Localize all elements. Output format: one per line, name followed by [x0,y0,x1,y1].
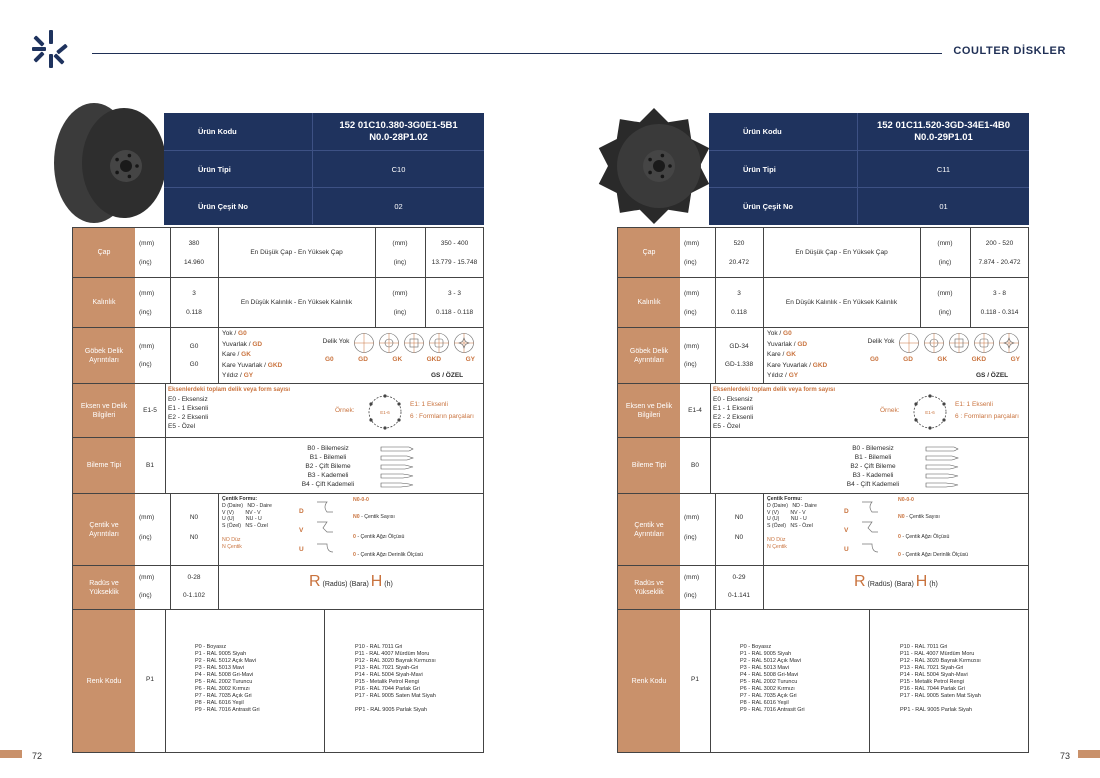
color-item: PP1 - RAL 9005 Parlak Siyah [900,707,972,713]
svg-text:E1-6: E1-6 [380,410,390,415]
hub-shape-icons [353,332,479,354]
hub-type-item: Kare Yuvarlak / GKD [767,361,828,369]
radius-height-legend: R (Radüs) (Bara) H (h) [309,573,393,590]
notch-count-note: N0 - Çentik Sayısı [353,514,395,520]
sharpening-item: B2 - Çift Bileme [305,463,351,470]
axis-item: E2 - 2 Eksenli [168,414,209,421]
thickness-mm: 3 [192,290,196,297]
axis-value: E1-5 [143,407,157,414]
thickness-range-inch: 0.118 - 0.314 [980,309,1019,316]
variant-number: 01 [857,188,1029,224]
color-item: P1 - RAL 9005 Siyah [195,651,247,657]
code-label: Ürün Kodu [743,127,782,136]
color-item: P11 - RAL 4007 Mürdüm Moru [355,651,430,657]
notch-form-item: D (Daire) ND - Daire [767,503,817,509]
row-label: Bileme Tipi [618,438,680,493]
no-hole-label: Delik Yok [867,338,895,345]
svg-text:E1-6: E1-6 [925,410,935,415]
notch-mm: N0 [189,514,199,521]
color-list-right [900,644,981,714]
axis-item: E5 - Özel [713,423,741,430]
notch-letter-column [299,502,304,559]
row-label: Çap [73,228,135,277]
color-list-left [195,644,260,714]
color-item: P13 - RAL 7021 Siyah-Gri [900,665,964,671]
color-value: P1 [146,676,154,683]
disc-image [589,98,729,228]
row-color [618,610,1028,752]
notch-label: N Çentik [222,544,242,550]
notch-mm: N0 [734,514,744,521]
axis-item: E1 - 1 Eksenli [713,405,754,412]
sharpening-item: B2 - Çift Bileme [850,463,896,470]
color-item: P5 - RAL 2002 Turuncu [740,679,798,685]
hub-type-list [767,329,827,382]
hub-code: GKD [971,356,987,363]
row-radius: Radüs ve Yükseklik (mm) (inç) 0-28 0-1.102 R (Radüs) (Bara) H (h) [73,566,483,610]
color-item: P16 - RAL 7044 Parlak Gri [355,686,420,692]
notch-letter: U [299,546,304,553]
row-label: Çap [618,228,680,277]
special-hub: GS / ÖZEL [976,372,1009,379]
no-notch-flat: NO Düz [767,537,786,543]
row-label: Kalınlık [618,278,680,327]
row-notch: Çentik ve Ayrıntıları (mm) (inç) N0 N0 Çentik Formu: D (Daire) ND - Daire V (V) NV - V U (U) NU - U S (Özel) NS - Özel NO Düz N Çentik D V U N0-0-0 N0 - Çentik Sayısı 0 - Çentik Ağzı Ölçüsü 0 - Çentik Ağzı Derinlik Ölçüsü [618,494,1028,566]
color-list-right [355,644,436,714]
diameter-range-inch: 7.874 - 20.472 [978,259,1021,266]
page-number-right: 73 [1059,751,1070,761]
row-notch: Çentik ve Ayrıntıları (mm) (inç) N0 N0 Çentik Formu: D (Daire) ND - Daire V (V) NV - V U (U) NU - U S (Özel) NS - Özel NO Düz N Çentik D V U N0-0-0 N0 - Çentik Sayısı 0 - Çentik Ağzı Ölçüsü 0 - Çentik Ağzı Derinlik Ölçüsü [73,494,483,566]
hub-code-row [325,356,483,364]
axis-title: Eksenlerdeki toplam delik veya form sayısı [168,387,291,393]
hub-type-item: Yok / G0 [767,330,792,337]
axis-example-icon [910,392,950,432]
color-item: P3 - RAL 5013 Mavi [195,665,245,671]
hub-type-item: Yok / G0 [222,330,247,337]
color-item: P11 - RAL 4007 Mürdüm Moru [900,651,975,657]
example-parts-note: 6 : Formların parçaları [410,413,474,420]
axis-list [168,395,208,431]
hub-inch: GD-1.338 [724,361,754,368]
notch-inch: N0 [189,534,199,541]
color-list-left [740,644,805,714]
notch-letter: U [844,546,849,553]
thickness-range-label: En Düşük Kalınlık - En Yüksek Kalınlık [240,299,353,306]
notch-form-item: V (V) NV - V [767,509,806,516]
row-label: Renk Kodu [618,610,680,752]
color-item: P2 - RAL 5012 Açık Mavi [740,658,801,664]
color-item: P1 - RAL 9005 Siyah [740,651,792,657]
color-item: P8 - RAL 6016 Yeşil [195,700,244,706]
thickness-range-mm: 3 - 3 [447,290,461,297]
disc-image [44,98,184,228]
row-sharpening [73,438,483,494]
page-tab-left [0,750,22,758]
notch-form-item: U (U) NU - U [222,516,262,522]
row-label: Radüs ve Yükseklik [618,566,680,609]
sharpening-item: B3 - Kademeli [307,472,349,479]
axis-item: E0 - Eksensiz [713,396,753,403]
radius-height-legend: R (Radüs) (Bara) H (h) [854,573,938,590]
product-header [709,113,1029,225]
row-axis [618,384,1028,438]
color-item: P7 - RAL 7035 Açık Gri [195,693,252,699]
hub-code: GY [1010,356,1020,363]
color-item: P17 - RAL 9005 Saten Mat Siyah [355,693,436,699]
example-label: Örnek: [335,407,355,414]
thickness-inch: 0.118 [731,309,747,316]
sharpening-item: B1 - Bilemeli [854,454,892,461]
row-hub: Göbek Delik Ayrıntıları (mm) (inç) GD-34 GD-1.338 Yok / G0 Yuvarlak / GD Kare / GK Kare Yuvarlak / GKD Yıldız / GY Delik Yok G0 GD GK GKD GY GS / ÖZEL [618,328,1028,384]
page-title: COULTER DİSKLER [953,45,1066,57]
row-label: Eksen ve Delik Bilgileri [73,384,135,437]
radius-inch: 0-1.141 [727,592,751,599]
hub-code: G0 [870,356,879,363]
spec-table [72,227,484,753]
notch-form-list [767,503,817,529]
notch-mouth-note: 0 - Çentik Ağzı Ölçüsü [353,534,405,540]
variant-label: Ürün Çeşit No [198,201,249,211]
color-item: P14 - RAL 5004 Siyah-Mavi [355,672,423,678]
product-type: C11 [857,151,1029,187]
product-panel-left [72,113,484,753]
color-item: P16 - RAL 7044 Parlak Gri [900,686,965,692]
diameter-range-mm: 200 - 520 [985,240,1014,247]
example-parts-note: 6 : Formların parçaları [955,413,1019,420]
notch-form-list [222,503,272,529]
color-item: P0 - Boyasız [195,644,227,650]
color-item: PP1 - RAL 9005 Parlak Siyah [355,707,427,713]
hub-shape-icons [898,332,1024,354]
hub-code: G0 [325,356,334,363]
color-item: P10 - RAL 7011 Gri [900,644,948,650]
color-item: P12 - RAL 3020 Bayrak Kırmızısı [900,658,981,664]
thickness-inch: 0.118 [186,309,202,316]
sharpening-profile-icons [924,444,960,488]
axis-title: Eksenlerdeki toplam delik veya form sayısı [713,387,836,393]
color-item: P17 - RAL 9005 Saten Mat Siyah [900,693,981,699]
notch-form-title: Çentik Formu: [222,496,258,502]
product-panel-right [617,113,1029,753]
axis-value: E1-4 [688,407,702,414]
notch-form-item: D (Daire) ND - Daire [222,503,272,509]
notch-inch: N0 [734,534,744,541]
radius-mm: 0-29 [732,574,746,581]
row-sharpening [618,438,1028,494]
sharpening-item: B1 - Bilemeli [309,454,347,461]
axis-item: E0 - Eksensiz [168,396,208,403]
row-label: Çentik ve Ayrıntıları [618,494,680,565]
sharpening-item: B4 - Çift Kademeli [846,481,900,488]
hub-type-list [222,329,282,382]
product-code: 152 01C10.380-3G0E1-5B1 N0.0-28P1.02 [312,113,484,150]
diameter-mm: 520 [733,240,745,247]
axis-list [713,395,753,431]
sharpening-item: B4 - Çift Kademeli [301,481,355,488]
hub-type-item: Kare / GK [222,351,251,358]
diameter-mm: 380 [188,240,200,247]
type-label: Ürün Tipi [198,164,231,174]
product-type: C10 [312,151,484,187]
diameter-range-label: En Düşük Çap - En Yüksek Çap [795,249,888,256]
sharpening-list [268,444,388,489]
variant-number: 02 [312,188,484,224]
row-label: Kalınlık [73,278,135,327]
color-item: P4 - RAL 5008 Gri-Mavi [195,672,254,678]
axis-item: E1 - 1 Eksenli [168,405,209,412]
color-item: P6 - RAL 3002 Kırmızı [195,686,250,692]
row-label: Radüs ve Yükseklik [73,566,135,609]
color-value: P1 [691,676,699,683]
color-item: P15 - Metalik Petrol Rengi [355,679,419,685]
hub-type-item: Kare / GK [767,351,796,358]
hub-code: GK [392,356,403,363]
color-item: P5 - RAL 2002 Turuncu [195,679,253,685]
color-item: P3 - RAL 5013 Mavi [740,665,790,671]
header-rule [92,53,942,54]
row-label: Göbek Delik Ayrıntıları [618,328,680,383]
thickness-range-label: En Düşük Kalınlık - En Yüksek Kalınlık [785,299,898,306]
row-hub: Göbek Delik Ayrıntıları (mm) (inç) G0 G0 Yok / G0 Yuvarlak / GD Kare / GK Kare Yuvarlak / GKD Yıldız / GY Delik Yok G0 GD GK GKD GY GS / ÖZEL [73,328,483,384]
color-item: P8 - RAL 6016 Yeşil [740,700,789,706]
sharpening-item: B0 - Bilemesiz [307,445,349,452]
axis-item: E2 - 2 Eksenli [713,414,754,421]
notch-letter: V [299,527,304,534]
hub-mm: GD-34 [729,343,749,350]
notch-mouth-note: 0 - Çentik Ağzı Ölçüsü [898,534,950,540]
thickness-range-mm: 3 - 8 [992,290,1006,297]
row-radius: Radüs ve Yükseklik (mm) (inç) 0-29 0-1.141 R (Radüs) (Bara) H (h) [618,566,1028,610]
hub-code: GKD [426,356,442,363]
color-item: P9 - RAL 7016 Antrasit Gri [740,707,805,713]
hub-type-item: Yuvarlak / GD [767,340,808,348]
row-thickness: Kalınlık (mm) (inç) 3 0.118 En Düşük Kalınlık - En Yüksek Kalınlık (mm) (inç) 3 - 8 0.118 - 0.314 [618,278,1028,328]
sharpening-profile-icons [379,444,415,488]
hub-code: GK [937,356,948,363]
color-item: P0 - Boyasız [740,644,772,650]
color-item: P14 - RAL 5004 Siyah-Mavi [900,672,968,678]
diameter-inch: 14.960 [184,259,204,266]
code-label: Ürün Kodu [198,127,237,136]
row-diameter: Çap (mm) (inç) 520 20.472 En Düşük Çap - En Yüksek Çap (mm) (inç) 200 - 520 7.874 - 20.472 [618,228,1028,278]
variant-label: Ürün Çeşit No [743,201,794,211]
notch-form-title: Çentik Formu: [767,496,803,502]
diameter-inch: 20.472 [729,259,749,266]
color-item [355,700,436,707]
product-code: 152 01C11.520-3GD-34E1-4B0 N0.0-29P1.01 [857,113,1029,150]
hub-type-item: Yıldız / GY [767,372,799,379]
example-axis-note: E1: 1 Eksenli [955,401,993,408]
sharpening-value: B1 [146,462,154,469]
hub-type-item: Yuvarlak / GD [222,340,263,348]
notch-letter: V [844,527,849,534]
row-label: Göbek Delik Ayrıntıları [73,328,135,383]
example-label: Örnek: [880,407,900,414]
sharpening-item: B3 - Kademeli [852,472,894,479]
notch-code: N0-0-0 [353,497,369,503]
color-item: P15 - Metalik Petrol Rengi [900,679,964,685]
sharpening-value: B0 [691,462,699,469]
hub-code: GY [465,356,475,363]
hub-code-row [870,356,1028,364]
color-item: P9 - RAL 7016 Antrasit Gri [195,707,260,713]
color-item: P6 - RAL 3002 Kırmızı [740,686,795,692]
notch-shape-icons [313,498,337,560]
notch-form-item: S (Özel) NS - Özel [222,522,268,529]
notch-form-item: V (V) NV - V [222,509,261,516]
row-thickness: Kalınlık (mm) (inç) 3 0.118 En Düşük Kalınlık - En Yüksek Kalınlık (mm) (inç) 3 - 3 0.118 - 0.118 [73,278,483,328]
axis-example-icon [365,392,405,432]
row-color [73,610,483,752]
no-notch-flat: NO Düz [222,537,241,543]
row-label: Eksen ve Delik Bilgileri [618,384,680,437]
notch-label: N Çentik [767,544,787,550]
color-item: P12 - RAL 3020 Bayrak Kırmızısı [355,658,436,664]
type-label: Ürün Tipi [743,164,776,174]
color-item: P13 - RAL 7021 Siyah-Gri [355,665,419,671]
notch-code: N0-0-0 [898,497,914,503]
notch-letter-column [844,502,849,559]
page-tab-right [1078,750,1100,758]
color-item: P7 - RAL 7035 Açık Gri [740,693,797,699]
hub-type-item: Yıldız / GY [222,372,254,379]
notch-form-item: S (Özel) NS - Özel [767,522,813,529]
radius-mm: 0-28 [187,574,201,581]
sharpening-list [813,444,933,489]
no-hole-label: Delik Yok [322,338,350,345]
notch-letter: D [299,508,304,515]
hub-type-item: Kare Yuvarlak / GKD [222,361,283,369]
notch-letter: D [844,508,849,515]
row-axis [73,384,483,438]
diameter-range-mm: 350 - 400 [440,240,469,247]
row-diameter: Çap (mm) (inç) 380 14.960 En Düşük Çap - En Yüksek Çap (mm) (inç) 350 - 400 13.779 - 15.748 [73,228,483,278]
row-label: Bileme Tipi [73,438,135,493]
hub-inch: G0 [189,361,199,368]
thickness-range-inch: 0.118 - 0.118 [435,309,474,316]
row-label: Çentik ve Ayrıntıları [73,494,135,565]
hub-code: GD [903,356,913,363]
color-item [900,700,981,707]
diameter-range-label: En Düşük Çap - En Yüksek Çap [250,249,343,256]
sharpening-item: B0 - Bilemesiz [852,445,894,452]
notch-depth-note: 0 - Çentik Ağzı Derinlik Ölçüsü [353,552,424,558]
hub-mm: G0 [189,343,199,350]
notch-shape-icons [858,498,882,560]
row-label: Renk Kodu [73,610,135,752]
axis-item: E5 - Özel [168,423,196,430]
notch-form-item: U (U) NU - U [767,516,807,522]
page-number-left: 72 [32,751,43,761]
color-item: P2 - RAL 5012 Açık Mavi [195,658,256,664]
product-header [164,113,484,225]
color-item: P10 - RAL 7011 Gri [355,644,403,650]
special-hub: GS / ÖZEL [431,372,464,379]
radius-inch: 0-1.102 [182,592,206,599]
color-item: P4 - RAL 5008 Gri-Mavi [740,672,799,678]
hub-code: GD [358,356,368,363]
diameter-range-inch: 13.779 - 15.748 [431,259,478,266]
thickness-mm: 3 [737,290,741,297]
spec-table [617,227,1029,753]
example-axis-note: E1: 1 Eksenli [410,401,448,408]
brand-logo [30,28,72,70]
notch-depth-note: 0 - Çentik Ağzı Derinlik Ölçüsü [898,552,969,558]
notch-count-note: N0 - Çentik Sayısı [898,514,940,520]
